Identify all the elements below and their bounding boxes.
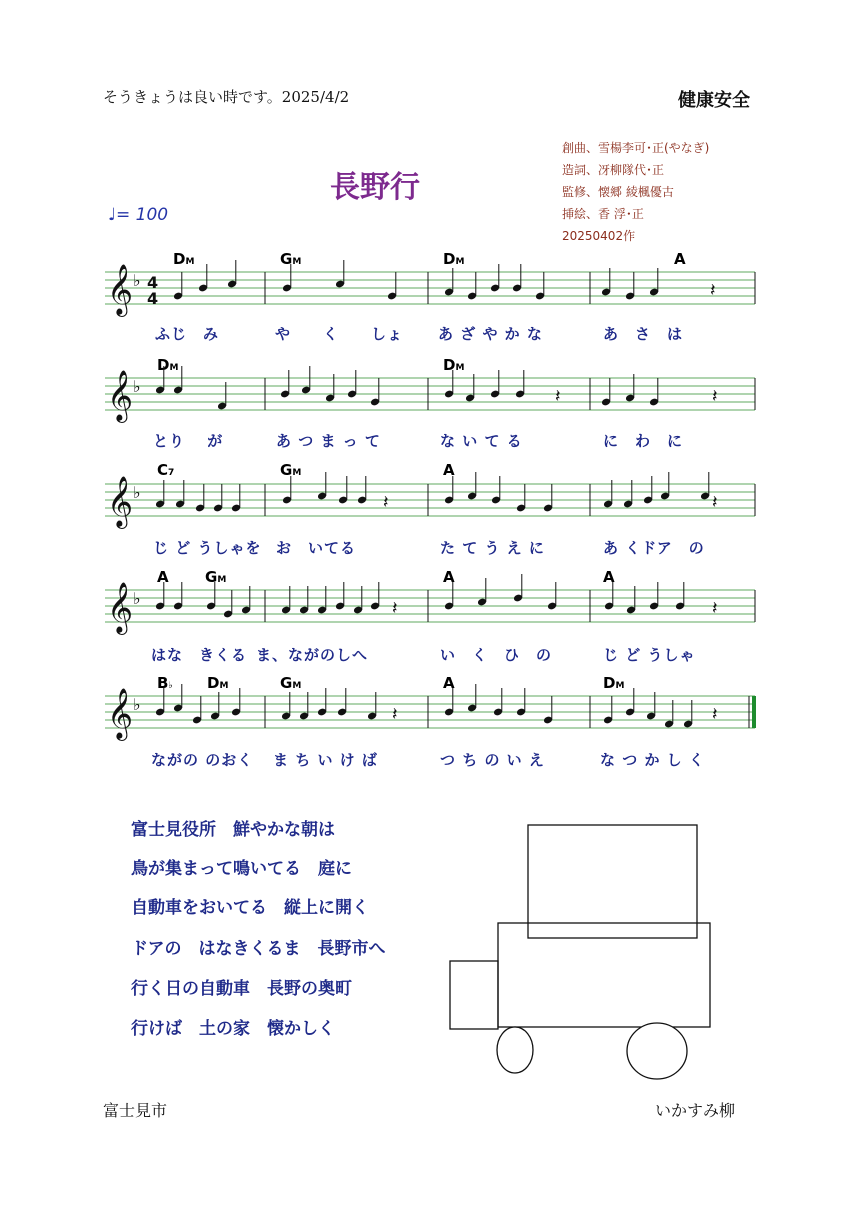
lyric-measure: ま ち い け ば xyxy=(273,751,378,769)
treble-clef-icon: 𝄞 xyxy=(107,476,134,527)
lyric-measure: ま、ながのしへ xyxy=(256,646,369,664)
chord-symbol: GM xyxy=(280,461,302,479)
lyric-measure: あ ざ や か な xyxy=(438,325,543,343)
credit-supervisor: 監修、懐郷 綾楓優古 xyxy=(562,185,674,199)
flat-key-signature-icon: ♭ xyxy=(133,589,141,608)
time-signature-top: 4 xyxy=(147,273,159,292)
chord-symbol: A xyxy=(443,568,455,586)
header-motto: 健康安全 xyxy=(678,90,750,111)
lyric-measure: あ さ は xyxy=(603,325,684,343)
truck-front-wheel xyxy=(497,1027,533,1073)
lyric-measure: あ つ ま っ て xyxy=(276,432,381,450)
lyric-measure: つ ち の い え xyxy=(440,751,545,769)
rest-icon: 𝄽 xyxy=(712,598,718,619)
chord-symbol: GM xyxy=(280,674,302,692)
rest-icon: 𝄽 xyxy=(555,386,561,407)
treble-clef-icon: 𝄞 xyxy=(107,370,134,421)
rest-icon: 𝄽 xyxy=(712,386,718,407)
poem-line: 行く日の自動車 長野の奥町 xyxy=(131,979,352,999)
treble-clef-icon: 𝄞 xyxy=(107,264,134,315)
lyric-measure: じ ど うしゃを xyxy=(153,539,262,557)
lyric-measure: はな きくる xyxy=(151,646,248,664)
lyric-measure: あ くドア の xyxy=(603,539,705,557)
poem-line: 富士見役所 鮮やかな朝は xyxy=(131,820,335,840)
time-signature-bottom: 4 xyxy=(147,289,159,308)
footer-city: 富士見市 xyxy=(103,1101,168,1120)
chord-symbol: GM xyxy=(280,250,302,268)
lyric-measure: な つ か し く xyxy=(600,751,705,769)
chord-symbol: B♭ xyxy=(157,674,173,692)
flat-key-signature-icon: ♭ xyxy=(133,377,141,396)
poem-line: 行けば 土の家 懐かしく xyxy=(131,1019,335,1039)
rest-icon: 𝄽 xyxy=(392,704,398,725)
rest-icon: 𝄽 xyxy=(712,492,718,513)
flat-key-signature-icon: ♭ xyxy=(133,695,141,714)
chord-symbol: A xyxy=(443,461,455,479)
footer-author: いかすみ柳 xyxy=(655,1101,736,1120)
treble-clef-icon: 𝄞 xyxy=(107,582,134,633)
lyric-measure: た て う え に xyxy=(440,539,545,557)
chord-symbol: DM xyxy=(603,674,625,692)
chord-symbol: A xyxy=(603,568,615,586)
lyric-measure: じ ど うしゃ xyxy=(603,646,696,664)
credit-lyricist: 造詞、冴柳隊代･正 xyxy=(562,163,665,177)
truck-illustration xyxy=(450,825,710,1079)
song-title: 長野行 xyxy=(330,170,420,205)
truck-rear-wheel xyxy=(627,1023,687,1079)
quarter-note-icon: ♩ xyxy=(108,205,117,225)
chord-symbol: GM xyxy=(205,568,227,586)
lyric-measure: ふじ み xyxy=(155,325,220,343)
final-bar-line xyxy=(752,696,756,728)
header-date-text: そうきょうは良い時です。2025/4/2 xyxy=(103,88,350,106)
lyric-measure: お いてる xyxy=(276,539,357,557)
chord-symbol: A xyxy=(443,674,455,692)
poem-line: 鳥が集まって鳴いてる 庭に xyxy=(131,859,352,879)
rest-icon: 𝄽 xyxy=(710,280,716,301)
chord-symbol: DM xyxy=(157,356,179,374)
lyric-measure: や く しょ xyxy=(275,325,404,343)
flat-key-signature-icon: ♭ xyxy=(133,271,141,290)
chord-symbol: DM xyxy=(173,250,195,268)
treble-clef-icon: 𝄞 xyxy=(107,688,134,739)
credit-composer: 創曲、雪楊李可･正(やなぎ) xyxy=(562,141,710,155)
chord-symbol: A xyxy=(674,250,686,268)
poem-line: 自動車をおいてる 縦上に開く xyxy=(131,898,369,918)
lyric-measure: とり が xyxy=(153,432,224,450)
rest-icon: 𝄽 xyxy=(383,492,389,513)
chord-symbol: A xyxy=(157,568,169,586)
rest-icon: 𝄽 xyxy=(712,704,718,725)
truck-cab xyxy=(450,961,498,1029)
lyric-measure: な い て る xyxy=(440,432,523,450)
lyric-measure: い く ひ の xyxy=(440,646,553,664)
truck-cargo-door xyxy=(528,825,697,938)
lyric-measure: ながの のおく xyxy=(151,751,254,769)
lyric-measure: に わ に xyxy=(603,432,684,450)
flat-key-signature-icon: ♭ xyxy=(133,483,141,502)
credit-illustrator: 挿絵、香 浮･正 xyxy=(562,207,644,221)
chord-symbol: C7 xyxy=(157,461,175,479)
poem-line: ドアの はなきくるま 長野市へ xyxy=(131,939,386,959)
chord-symbol: DM xyxy=(207,674,229,692)
rest-icon: 𝄽 xyxy=(392,598,398,619)
chord-symbol: DM xyxy=(443,250,465,268)
tempo-value: = 100 xyxy=(116,205,169,225)
chord-symbol: DM xyxy=(443,356,465,374)
credit-date: 20250402作 xyxy=(562,229,636,243)
